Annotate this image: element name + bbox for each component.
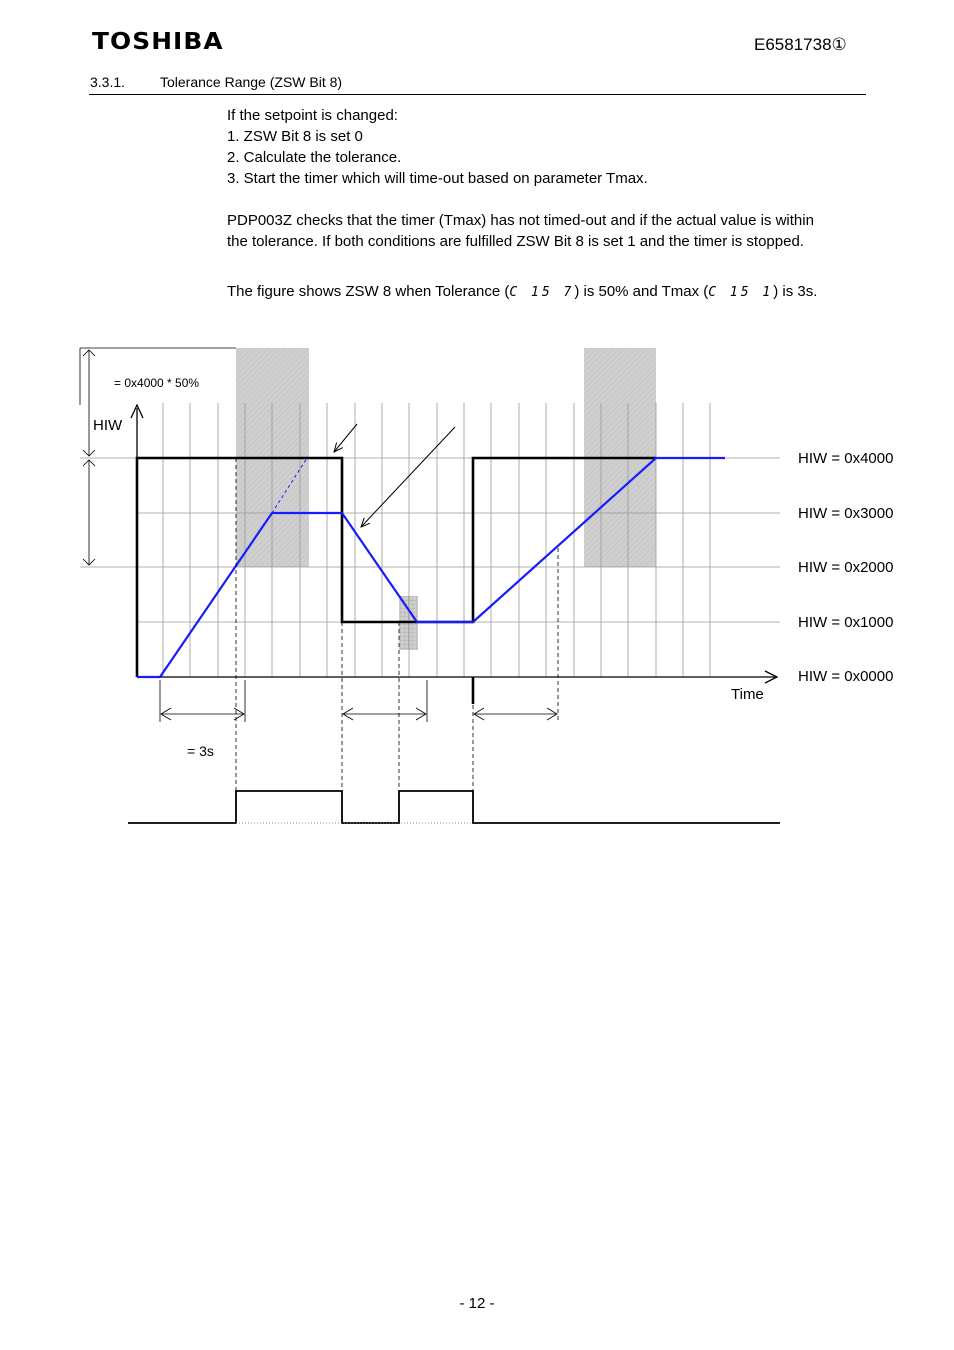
setpoint-line [137,458,656,677]
section-number: 3.3.1. [90,74,126,90]
caption-post: ) is 3s. [773,283,818,300]
level-label-0x1000: HIW = 0x1000 [798,614,894,631]
y-axis-label: HIW [93,417,123,434]
tolerance-note: = 0x4000 * 50% [114,376,200,390]
page-number: - 12 - [459,1295,495,1312]
level-label-0x2000: HIW = 0x2000 [798,559,894,576]
annotation-arrow-actual [361,427,455,527]
check-description-line-2: the tolerance. If both conditions are fulfilled ZSW Bit 8 is set 1 and the timer is stopped. [227,233,804,250]
caption-pre: The figure shows ZSW 8 when Tolerance ( [227,283,510,300]
zsw-bit8-trace [128,791,780,823]
intro-text: If the setpoint is changed: [227,107,398,124]
x-axis-label: Time [731,686,764,703]
level-label-0x3000: HIW = 0x3000 [798,505,894,522]
check-description-line-1: PDP003Z checks that the timer (Tmax) has not timed-out and if the actual value is within [227,212,814,229]
tmax-parameter: C 15 1 [708,285,774,300]
horizontal-level-lines [80,458,780,622]
step-1: 1. ZSW Bit 8 is set 0 [227,128,363,145]
tolerance-parameter: C 15 7 [509,285,575,300]
axes [131,405,777,683]
tmax-intervals [160,680,557,722]
level-label-0x4000: HIW = 0x4000 [798,450,894,467]
annotation-arrow-setpoint [334,424,357,452]
toshiba-logo: TOSHIBA [92,29,224,55]
tmax-note: = 3s [187,743,214,759]
level-label-0x0000: HIW = 0x0000 [798,668,894,685]
section-title: Tolerance Range (ZSW Bit 8) [160,74,343,90]
document-id: E6581738① [754,35,847,54]
step-3: 3. Start the timer which will time-out based on parameter Tmax. [227,170,648,187]
step-2: 2. Calculate the tolerance. [227,149,402,166]
vertical-grid [163,403,710,677]
caption-mid: ) is 50% and Tmax ( [574,283,709,300]
